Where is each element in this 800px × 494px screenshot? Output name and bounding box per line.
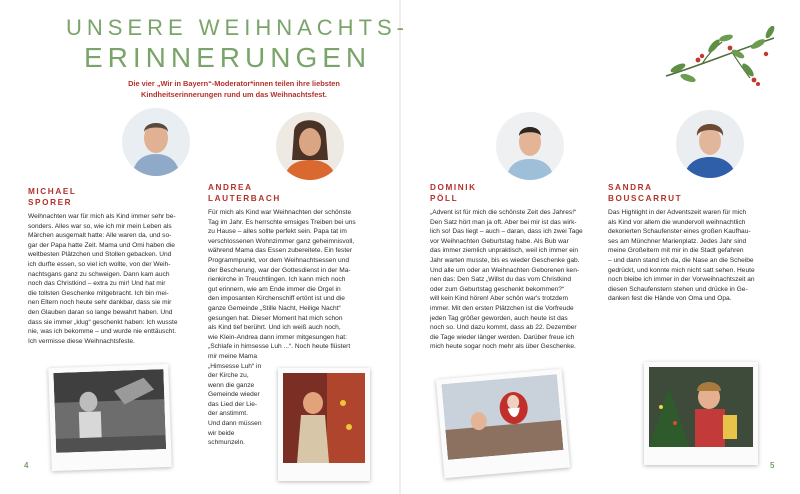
title-line-1: UNSERE WEIHNACHTS- — [66, 15, 410, 40]
childhood-photo-image — [53, 369, 166, 453]
host-last-name: PÖLL — [430, 194, 459, 203]
person-photo-icon — [122, 108, 190, 176]
host-name-michael-sporer — [28, 186, 77, 208]
portrait-sandra-bouscarrut — [676, 110, 744, 178]
person-photo-icon — [276, 112, 344, 180]
host-name-dominik-poell — [430, 182, 477, 204]
childhood-photo-image — [649, 367, 753, 447]
person-photo-icon — [496, 112, 564, 180]
host-name-andrea-lauterbach — [208, 182, 281, 204]
holly-branch-icon — [662, 26, 780, 94]
childhood-photo-image — [441, 374, 563, 460]
host-first-name: DOMINIK — [430, 183, 477, 192]
childhood-photo-andrea — [278, 368, 370, 481]
host-text-sandra-bouscarrut: Das Highlight in der Adventszeit waren für mich als Kind vor allem die wundervoll weihnachtlich dekorierten Schaufenster eines großen Kaufhau- ses am Münchner Marienplatz. Jedes Jahr sind meine Großeltern mit mir in die Stadt gefahren – und dann stand ich da, die Nase an die Scheibe gedrückt, und konnte mich nicht satt sehen. Heute noch bleibe ich immer in der Vorweihnachtszeit an diesen Schaufenstern stehen und drücke in Ge- danken fest die Hände von Oma und Opa. — [608, 209, 755, 303]
host-first-name: ANDREA — [208, 183, 253, 192]
portrait-andrea-lauterbach — [276, 112, 344, 180]
host-text-dominik-poell: „Advent ist für mich die schönste Zeit des Jahres!“ Den Satz hört man ja oft. Aber bei mir ist das wirk- lich so! Das liegt – auch – daran, dass ich zwei Tage vor Weihnachten Geburtstag habe. Als Bub war das immer ziemlich unpraktisch, weil ich immer ein Jahr warten musste, bis es wieder Geschenke gab. Und alle um oder an Weihnachten Geborenen ken- nen das: Den Satz „Willst du das vom Christkind oder zum Geburtstag geschenkt bekommen?“ will kein Kind hören! Aber schön war's trotzdem immer. Mit den ersten Plätzchen ist die Vorfreude jeden Tag größer geworden, auch heute ist das noch so. Und dazu kommt, dass ab 22. Dezember die Tage wieder länger werden. Darüber freue ich mich heute sogar noch mehr als über Geschenke. — [430, 209, 583, 351]
childhood-photo-michael — [48, 364, 172, 471]
portrait-michael-sporer — [122, 108, 190, 176]
portrait-dominik-poell — [496, 112, 564, 180]
host-name-sandra-bouscarrut — [608, 182, 682, 204]
host-first-name: MICHAEL — [28, 187, 77, 196]
host-last-name: BOUSCARRUT — [608, 194, 683, 203]
childhood-photo-sandra — [644, 362, 758, 465]
host-first-name: SANDRA — [608, 183, 653, 192]
childhood-photo-image — [283, 373, 365, 463]
page-title — [66, 14, 409, 74]
spread-gutter — [399, 0, 401, 494]
host-last-name: SPORER — [28, 198, 73, 207]
page-number-left: 4 — [24, 461, 29, 470]
childhood-photo-dominik — [436, 369, 570, 479]
title-line-2: ERINNERUNGEN — [84, 42, 372, 73]
page-number-right: 5 — [770, 461, 775, 470]
host-text-michael-sporer: Weihnachten war für mich als Kind immer sehr be- sonders. Alles war so, wie ich mir mein Leben als Märchen ausgemalt hatte: Alle waren da, und so- gar der Papa hatte Zeit. Mama und Omi haben die weltbesten Plätzchen und Stollen gebacken. Und ich durfte essen, so viel ich wollte, von der Weih- nachtsgans ganz zu schweigen. Dann kam auch noch das Christkind – extra zu mir! Und hat mir die tollsten Geschenke mitgebracht. Ich bin mei- nen Eltern noch heute sehr dankbar, dass sie mir den Glauben daran so lange bewahrt haben. Und dass sie immer „klug“ geschenkt haben: Ich wusste nie, was ich bekomme – und wurde nie enttäuscht. Ich vermisse diese Weihnachtsfeste. — [28, 213, 178, 345]
host-last-name: LAUTERBACH — [208, 194, 281, 203]
intro-subtitle: Die vier „Wir in Bayern“-Moderator*innen teilen ihre liebsten Kindheitserinnerungen rund um das Weihnachtsfest. — [128, 79, 340, 99]
person-photo-icon — [676, 110, 744, 178]
host-text-andrea-lauterbach: Für mich als Kind war Weihnachten der schönste Tag im Jahr. Es herrschte emsiges Treiben bei uns zu Hause – alles sollte perfekt sein. Papa tat im verschlossenen Wohnzimmer ganz geheimnisvoll, während Mama das Essen zubereitete. Ein fester Programmpunkt, vor dem Weihnachtsessen und der Bescherung, war der Gottesdienst in der Ma- rienkirche in Treuchtlingen. Ich kann mich noch gut erinnern, wie am Ende immer die Orgel in den imposanten Kirchenschiff ertönt ist und die ganze Gemeinde „Stille Nacht, Heilige Nacht“ gesungen hat. Dieser Moment hat mich schon als Kind tief berührt. Und ich weiß auch noch, wie Klein-Andrea dann immer mitgesungen hat: „Schlafe in himsesse Luh ...“. Noch heute flüstert mir meine Mama „Himsesse Luh“ in der Kirche zu, wenn die ganze Gemeinde wieder das Lied der Lie- der anstimmt. Und dann müssen wir beide schmunzeln. — [208, 209, 356, 447]
